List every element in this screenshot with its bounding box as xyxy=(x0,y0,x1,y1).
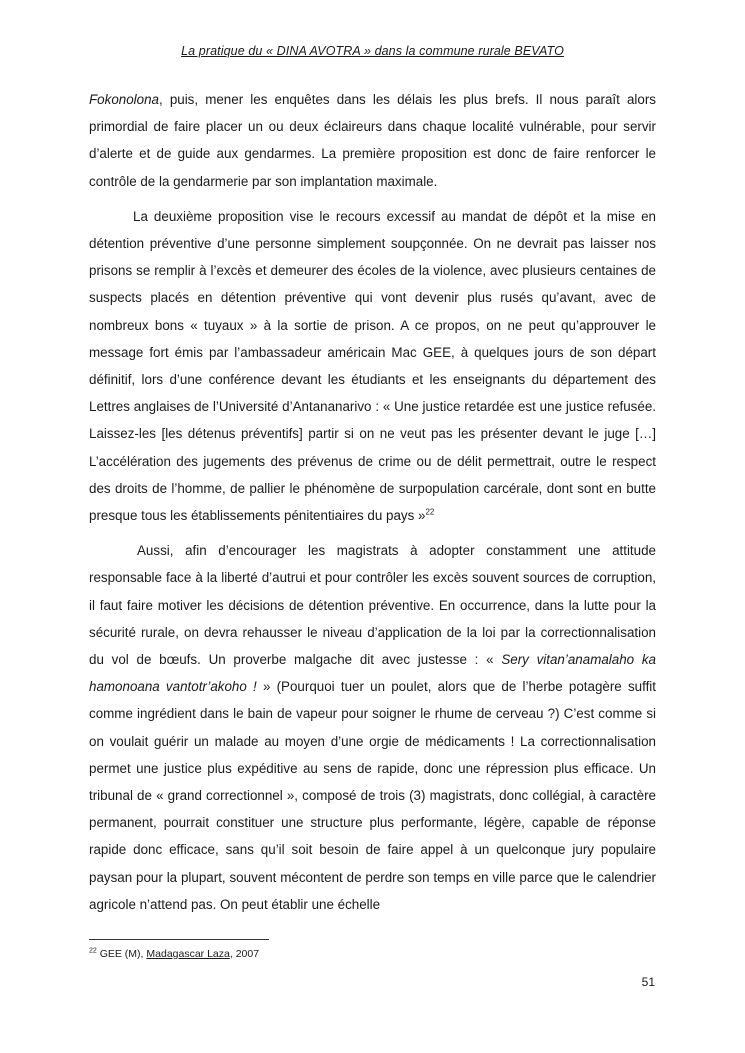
paragraph-2 xyxy=(89,203,656,529)
italic-proverb: Sery vitan’anamalaho ka hamonoana vantotr’akoho ! xyxy=(89,652,657,695)
paragraph-text: » (Pourquoi tuer un poulet, alors que de l’herbe potagère suffit comme ingrédient dans le bain de vapeur pour soigner le rhume de cerveau ?) C’est comme si on voulait guérir un malade au moyen d’une orgie de médicaments ! La correctionnalisation permet une justice plus expéditive au sens de rapide, donc une répression plus efficace. Un tribunal de « grand correctionnel », composé de trois (3) magistrats, donc collégial, à caractère permanent, pourrait constituer une structure plus performante, légère, capable de réponse rapide donc efficace, sans qu’il soit besoin de faire appel à un quelconque jury populaire paysan pour la plupart, souvent mécontent de perdre son temps en ville parce que le calendrier agricole n’attend pas. On peut établir une échelle xyxy=(89,679,656,912)
footnote-author: GEE (M), xyxy=(96,948,147,960)
running-header: La pratique du « DINA AVOTRA » dans la commune rurale BEVATO xyxy=(181,44,564,58)
italic-term: Fokonolona xyxy=(89,92,159,107)
footnote-divider xyxy=(89,939,269,940)
footnote-reference[interactable]: 22 xyxy=(425,507,435,517)
footnote xyxy=(89,948,259,960)
body-text xyxy=(89,86,656,926)
footnote-source: Madagascar Laza xyxy=(146,948,230,960)
paragraph-text: Aussi, afin d’encourager les magistrats à adopter constamment une attitude responsable face à la liberté d’autrui et pour contrôler les excès souvent sources de corruption, il faut faire motiver les décisions de détention préventive. En occurrence, dans la lutte pour la sécurité rurale, on devra rehausser le niveau d’application de la loi par la correctionnalisation du vol de bœufs. Un proverbe malgache dit avec justesse : « xyxy=(89,543,656,668)
footnote-year: , 2007 xyxy=(229,948,260,960)
paragraph-text: , puis, mener les enquêtes dans les délais les plus brefs. Il nous paraît alors primordial de faire placer un ou deux éclaireurs dans chaque localité vulnérable, pour servir d’alerte et de guide aux gendarmes. La première proposition est donc de faire renforcer le contrôle de la gendarmerie par son implantation maximale. xyxy=(89,92,656,189)
paragraph-text: La deuxième proposition vise le recours excessif au mandat de dépôt et la mise en détention préventive d’une personne simplement soupçonnée. On ne devrait pas laisser nos prisons se remplir à l’excès et demeurer des écoles de la violence, avec plusieurs centaines de suspects placés en détention préventive qui vont devenir plus rusés qu’avant, avec de nombreux bons « tuyaux » à la sortie de prison. A ce propos, on ne peut qu’approuver le message fort émis par l’ambassadeur américain Mac GEE, à quelques jours de son départ définitif, lors d’une conférence devant les étudiants et les enseignants du département des Lettres anglaises de l’Université d’Antananarivo : « Une justice retardée est une justice refusée. Laissez-les [les détenus préventifs] partir si on ne veut pas les présenter devant le juge […] L’accélération des jugements des prévenus de crime ou de délit permettrait, outre le respect des droits de l’homme, de pallier le phénomène de surpopulation carcérale, dont sont en butte presque tous les établissements pénitentiaires du pays » xyxy=(89,208,656,524)
page-number: 51 xyxy=(641,975,655,989)
paragraph-1 xyxy=(89,86,656,195)
paragraph-3 xyxy=(89,537,656,918)
footnote-number: 22 xyxy=(89,947,97,955)
